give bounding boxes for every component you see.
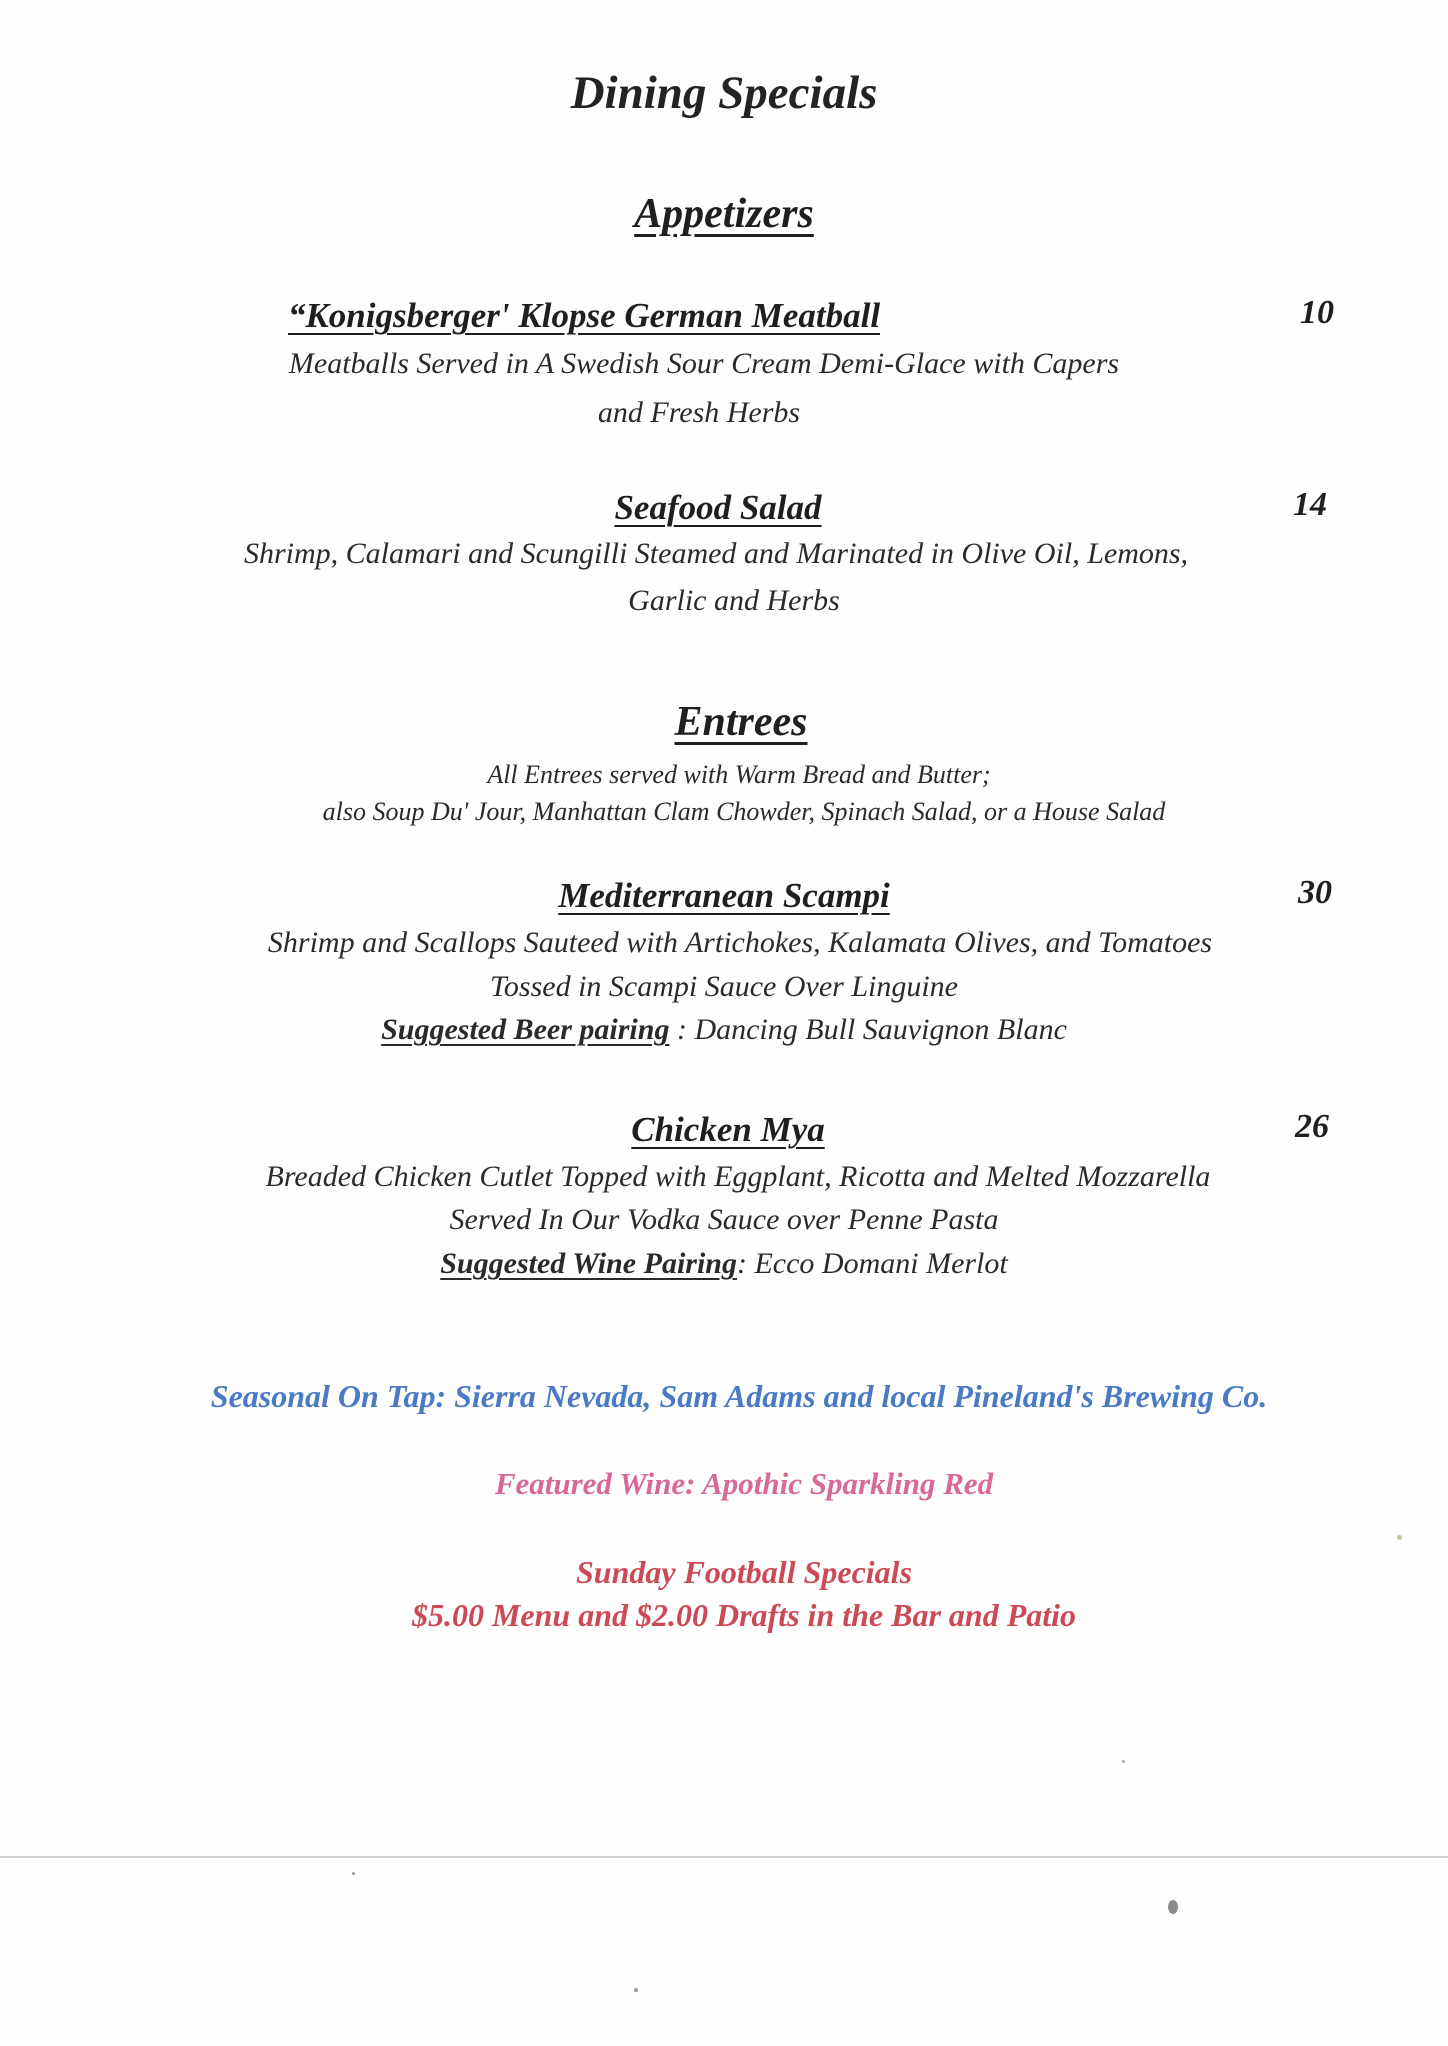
dish-name-seafood-salad: Seafood Salad bbox=[614, 488, 822, 527]
dish-desc-line: Shrimp, Calamari and Scungilli Steamed and Marinated in Olive Oil, Lemons, bbox=[243, 537, 1189, 570]
dish-name-meatball: “Konigsberger' Klopse German Meatball bbox=[287, 296, 881, 335]
dish-price-meatball: 10 bbox=[1300, 294, 1334, 331]
dish-price-chicken-mya: 26 bbox=[1295, 1108, 1329, 1145]
scan-speck bbox=[1168, 1900, 1178, 1914]
pairing-label: Suggested Wine Pairing bbox=[440, 1247, 737, 1280]
pairing-value: : Dancing Bull Sauvignon Blanc bbox=[669, 1013, 1067, 1046]
scan-speck bbox=[352, 1872, 355, 1875]
scan-speck bbox=[634, 1988, 638, 1992]
football-specials-heading: Sunday Football Specials bbox=[575, 1554, 913, 1590]
dish-desc-line: Breaded Chicken Cutlet Topped with Eggplant, Ricotta and Melted Mozzarella bbox=[265, 1160, 1211, 1193]
dish-name-chicken-mya: Chicken Mya bbox=[631, 1110, 825, 1149]
dish-desc-line: Tossed in Scampi Sauce Over Linguine bbox=[489, 970, 959, 1003]
seasonal-on-tap: Seasonal On Tap: Sierra Nevada, Sam Adams and local Pineland's Brewing Co. bbox=[210, 1378, 1268, 1414]
dish-desc-line: Meatballs Served in A Swedish Sour Cream Demi-Glace with Capers bbox=[288, 347, 1120, 380]
dish-desc-line: Garlic and Herbs bbox=[628, 584, 840, 617]
dish-desc-line: and Fresh Herbs bbox=[597, 396, 801, 429]
football-specials-details: $5.00 Menu and $2.00 Drafts in the Bar and Patio bbox=[411, 1597, 1077, 1633]
pairing-value: : Ecco Domani Merlot bbox=[736, 1247, 1008, 1280]
entrees-heading: Entrees bbox=[674, 699, 808, 745]
pairing-line bbox=[0, 1247, 1448, 1281]
dish-price-scampi: 30 bbox=[1298, 874, 1332, 911]
pairing-label: Suggested Beer pairing bbox=[381, 1013, 670, 1046]
dish-desc-line: Served In Our Vodka Sauce over Penne Pasta bbox=[449, 1203, 999, 1236]
dish-desc-line: Shrimp and Scallops Sauteed with Artichokes, Kalamata Olives, and Tomatoes bbox=[267, 926, 1213, 959]
scan-speck bbox=[1122, 1760, 1125, 1763]
dish-price-seafood-salad: 14 bbox=[1293, 486, 1327, 523]
page-edge-line bbox=[0, 1856, 1448, 1858]
pairing-line bbox=[0, 1013, 1448, 1047]
scan-speck bbox=[1397, 1535, 1402, 1540]
page-title: Dining Specials bbox=[570, 67, 878, 119]
appetizers-heading: Appetizers bbox=[634, 191, 814, 237]
dish-name-scampi: Mediterranean Scampi bbox=[558, 876, 890, 915]
featured-wine: Featured Wine: Apothic Sparkling Red bbox=[494, 1466, 994, 1501]
entrees-note-line: All Entrees served with Warm Bread and Butter; bbox=[487, 760, 991, 789]
entrees-note-line: also Soup Du' Jour, Manhattan Clam Chowder, Spinach Salad, or a House Salad bbox=[322, 797, 1166, 826]
